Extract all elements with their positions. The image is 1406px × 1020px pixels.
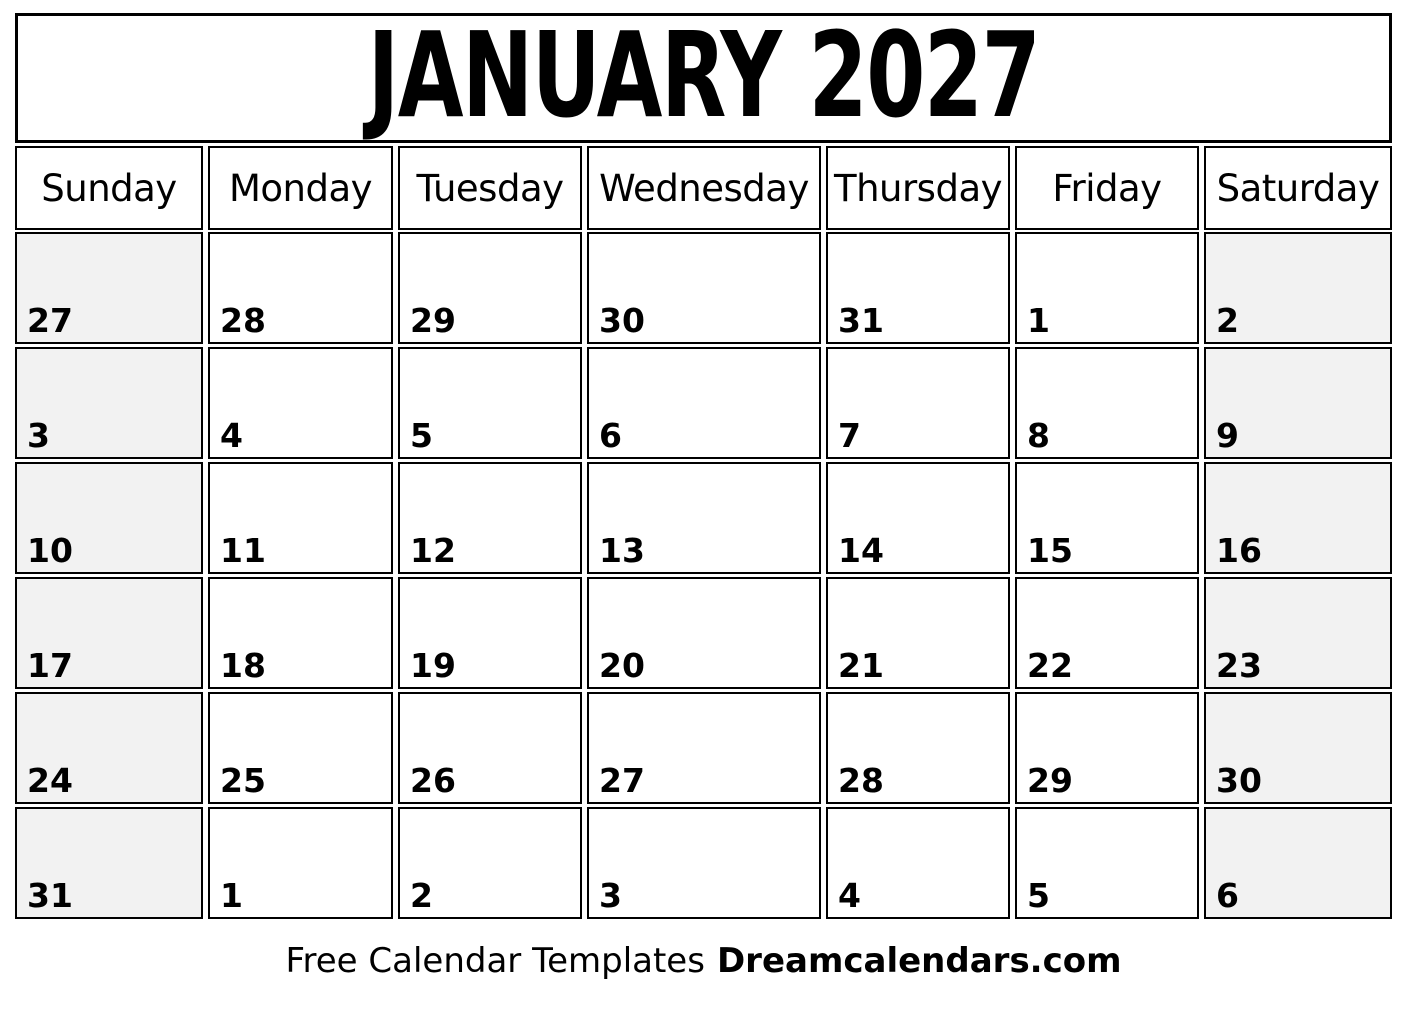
date-number: 31 bbox=[838, 301, 884, 340]
calendar-cell bbox=[1015, 232, 1199, 344]
date-number: 26 bbox=[410, 761, 456, 800]
calendar-cell bbox=[587, 347, 821, 459]
date-number: 5 bbox=[1027, 876, 1050, 915]
date-number: 13 bbox=[599, 531, 645, 570]
date-number: 30 bbox=[599, 301, 645, 340]
calendar-cell bbox=[826, 462, 1010, 574]
date-number: 30 bbox=[1216, 761, 1262, 800]
calendar-cell bbox=[1015, 577, 1199, 689]
calendar-grid bbox=[15, 232, 1392, 919]
date-number: 27 bbox=[27, 301, 73, 340]
weekday-header-sunday: Sunday bbox=[15, 146, 203, 230]
calendar-cell bbox=[398, 692, 582, 804]
date-number: 17 bbox=[27, 646, 73, 685]
calendar-cell bbox=[1204, 807, 1392, 919]
calendar-cell bbox=[1015, 807, 1199, 919]
weekday-header-friday: Friday bbox=[1015, 146, 1199, 230]
date-number: 1 bbox=[220, 876, 243, 915]
calendar-cell bbox=[15, 347, 203, 459]
date-number: 28 bbox=[838, 761, 884, 800]
weekday-header-monday: Monday bbox=[208, 146, 393, 230]
date-number: 9 bbox=[1216, 416, 1239, 455]
calendar-cell bbox=[1015, 462, 1199, 574]
calendar-cell bbox=[398, 462, 582, 574]
calendar-cell bbox=[398, 347, 582, 459]
calendar-cell bbox=[826, 807, 1010, 919]
calendar-cell bbox=[587, 807, 821, 919]
date-number: 12 bbox=[410, 531, 456, 570]
calendar-cell bbox=[826, 232, 1010, 344]
date-number: 2 bbox=[1216, 301, 1239, 340]
calendar-cell bbox=[208, 807, 393, 919]
date-number: 20 bbox=[599, 646, 645, 685]
calendar-cell bbox=[1204, 577, 1392, 689]
month-title-box bbox=[15, 6, 1392, 144]
date-number: 21 bbox=[838, 646, 884, 685]
date-number: 27 bbox=[599, 761, 645, 800]
calendar-cell bbox=[15, 692, 203, 804]
calendar-cell bbox=[1204, 347, 1392, 459]
footer-brand: Dreamcalendars.com bbox=[716, 941, 1122, 981]
date-number: 19 bbox=[410, 646, 456, 685]
date-number: 5 bbox=[410, 416, 433, 455]
calendar-cell bbox=[1204, 462, 1392, 574]
calendar-cell bbox=[826, 347, 1010, 459]
calendar-cell bbox=[208, 462, 393, 574]
calendar-cell bbox=[208, 577, 393, 689]
weekday-header-wednesday: Wednesday bbox=[587, 146, 821, 230]
calendar-cell bbox=[1015, 692, 1199, 804]
calendar-cell bbox=[15, 577, 203, 689]
weekday-header-row bbox=[15, 146, 1392, 230]
footer bbox=[15, 941, 1392, 981]
calendar-cell bbox=[398, 577, 582, 689]
footer-text: Free Calendar Templates bbox=[285, 941, 705, 981]
date-number: 6 bbox=[1216, 876, 1239, 915]
calendar-cell bbox=[826, 692, 1010, 804]
date-number: 8 bbox=[1027, 416, 1050, 455]
month-title: JANUARY 2027 bbox=[367, 6, 1040, 144]
date-number: 16 bbox=[1216, 531, 1262, 570]
date-number: 6 bbox=[599, 416, 622, 455]
date-number: 11 bbox=[220, 531, 266, 570]
calendar-cell bbox=[15, 807, 203, 919]
date-number: 23 bbox=[1216, 646, 1262, 685]
calendar-cell bbox=[15, 462, 203, 574]
date-number: 14 bbox=[838, 531, 884, 570]
date-number: 29 bbox=[1027, 761, 1073, 800]
date-number: 2 bbox=[410, 876, 433, 915]
calendar-cell bbox=[208, 232, 393, 344]
date-number: 28 bbox=[220, 301, 266, 340]
calendar-cell bbox=[208, 692, 393, 804]
calendar-cell bbox=[398, 807, 582, 919]
date-number: 25 bbox=[220, 761, 266, 800]
date-number: 22 bbox=[1027, 646, 1073, 685]
weekday-header-thursday: Thursday bbox=[826, 146, 1010, 230]
date-number: 24 bbox=[27, 761, 73, 800]
calendar-cell bbox=[15, 232, 203, 344]
calendar-page bbox=[15, 6, 1392, 981]
calendar-cell bbox=[1204, 692, 1392, 804]
date-number: 10 bbox=[27, 531, 73, 570]
date-number: 29 bbox=[410, 301, 456, 340]
date-number: 4 bbox=[838, 876, 861, 915]
calendar-cell bbox=[398, 232, 582, 344]
calendar-cell bbox=[1204, 232, 1392, 344]
calendar-cell bbox=[587, 232, 821, 344]
calendar-cell bbox=[208, 347, 393, 459]
weekday-header-saturday: Saturday bbox=[1204, 146, 1392, 230]
date-number: 7 bbox=[838, 416, 861, 455]
date-number: 15 bbox=[1027, 531, 1073, 570]
date-number: 18 bbox=[220, 646, 266, 685]
date-number: 3 bbox=[599, 876, 622, 915]
calendar-cell bbox=[587, 462, 821, 574]
calendar-cell bbox=[1015, 347, 1199, 459]
date-number: 4 bbox=[220, 416, 243, 455]
weekday-header-tuesday: Tuesday bbox=[398, 146, 582, 230]
calendar-cell bbox=[826, 577, 1010, 689]
calendar-cell bbox=[587, 577, 821, 689]
date-number: 3 bbox=[27, 416, 50, 455]
date-number: 1 bbox=[1027, 301, 1050, 340]
calendar-cell bbox=[587, 692, 821, 804]
date-number: 31 bbox=[27, 876, 73, 915]
